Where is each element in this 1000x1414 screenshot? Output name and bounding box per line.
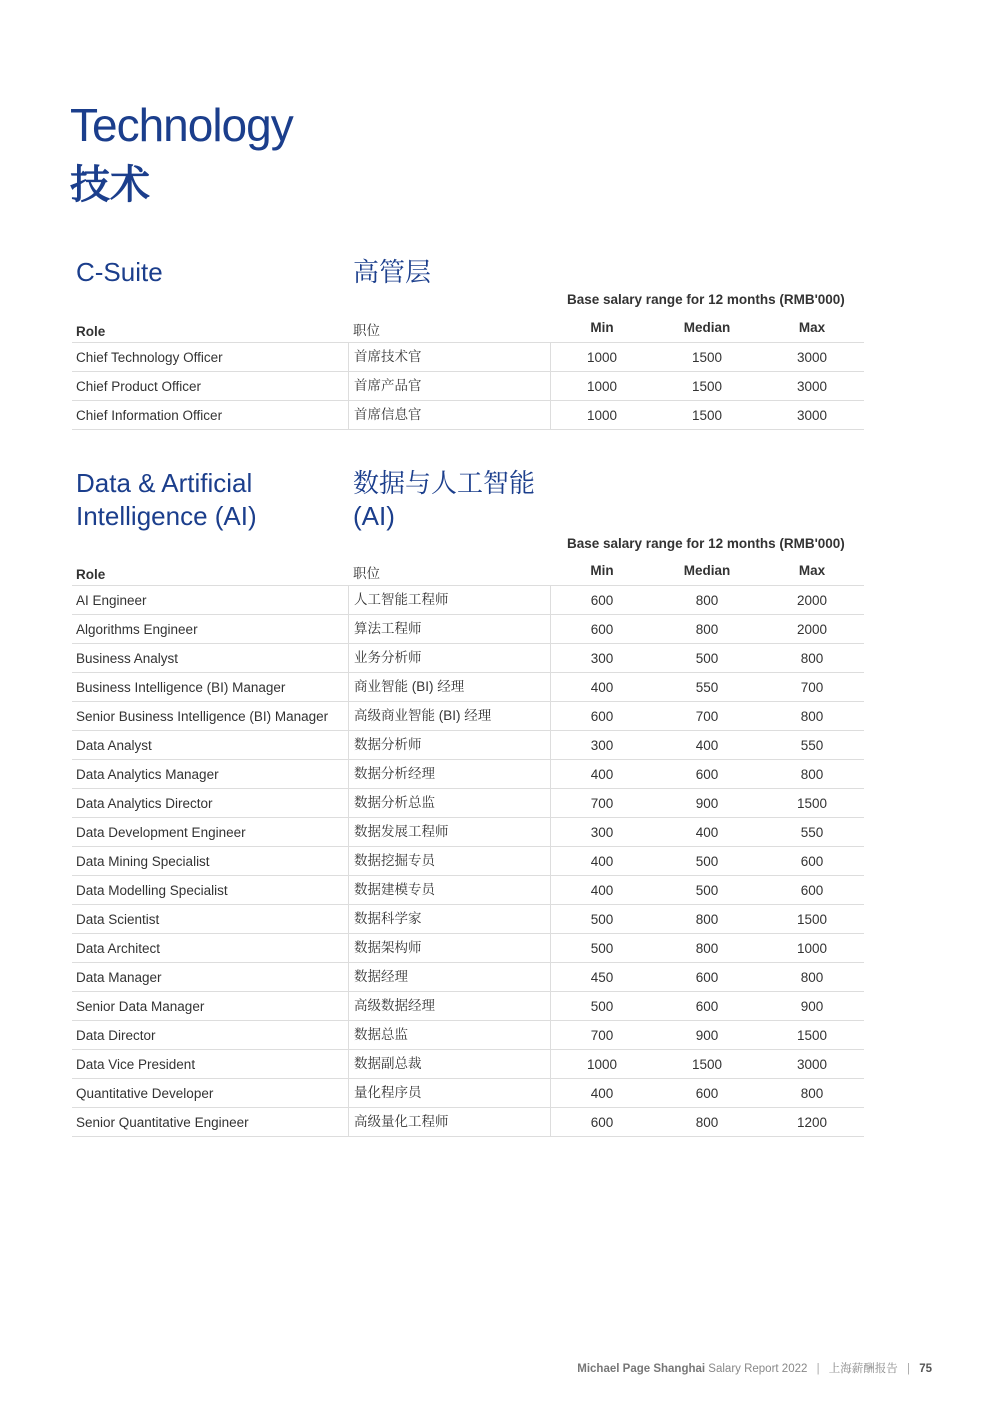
cell-min: 600: [590, 622, 614, 637]
cell-min: 400: [590, 767, 614, 782]
page-title-en: Technology: [70, 99, 293, 151]
page-number: 75: [919, 1363, 932, 1375]
cell-max: 2000: [796, 593, 828, 608]
header-role-zh: 职位: [353, 566, 380, 581]
footer-brand: Michael Page Shanghai: [577, 1363, 706, 1375]
cell-role-zh: 首席技术官: [348, 343, 422, 371]
csuite-table: [72, 313, 864, 430]
header-median: Median: [683, 320, 731, 335]
table-row: [72, 847, 864, 876]
cell-role-zh: 高级商业智能 (BI) 经理: [348, 702, 491, 730]
column-divider: [550, 963, 551, 991]
cell-median: 900: [695, 1028, 719, 1043]
cell-role-zh: 数据建模专员: [348, 876, 435, 904]
cell-max: 3000: [796, 1057, 828, 1072]
column-divider: [550, 818, 551, 846]
cell-median: 1500: [691, 1057, 723, 1072]
cell-role-zh: 数据分析经理: [348, 760, 435, 788]
column-divider: [550, 905, 551, 933]
footer: [577, 1360, 932, 1376]
column-divider: [550, 731, 551, 759]
data-ai-table: [72, 556, 864, 1137]
cell-max: 600: [800, 883, 824, 898]
cell-max: 1500: [796, 912, 828, 927]
cell-role: Data Development Engineer: [76, 825, 246, 840]
cell-role: Data Architect: [76, 941, 161, 956]
cell-role: Data Mining Specialist: [76, 854, 210, 869]
cell-median: 1500: [691, 350, 723, 365]
cell-median: 800: [695, 912, 719, 927]
cell-median: 600: [695, 1086, 719, 1101]
cell-max: 600: [800, 854, 824, 869]
cell-role: Chief Information Officer: [76, 408, 223, 423]
page-title-zh: 技术: [70, 163, 150, 207]
cell-role: Data Analytics Director: [76, 796, 213, 811]
cell-role: Data Scientist: [76, 912, 160, 927]
column-divider: [550, 615, 551, 643]
cell-max: 900: [800, 999, 824, 1014]
cell-max: 550: [800, 738, 824, 753]
column-divider: [550, 586, 551, 614]
header-role-zh: 职位: [353, 323, 380, 338]
cell-role: AI Engineer: [76, 593, 147, 608]
column-divider: [550, 1050, 551, 1078]
cell-min: 700: [590, 1028, 614, 1043]
data-ai-title-en: [76, 467, 257, 533]
table-row: [72, 372, 864, 401]
cell-max: 3000: [796, 350, 828, 365]
table-row: [72, 644, 864, 673]
cell-role-zh: 数据分析总监: [348, 789, 435, 817]
csuite-title-zh: 高管层: [353, 257, 432, 287]
table-row: [72, 343, 864, 372]
column-divider: [550, 673, 551, 701]
cell-median: 900: [695, 796, 719, 811]
cell-role: Business Intelligence (BI) Manager: [76, 680, 286, 695]
cell-median: 600: [695, 970, 719, 985]
cell-role-zh: 数据挖掘专员: [348, 847, 435, 875]
table-row: [72, 731, 864, 760]
cell-median: 800: [695, 1115, 719, 1130]
cell-max: 800: [800, 767, 824, 782]
cell-role: Chief Technology Officer: [76, 350, 223, 365]
cell-median: 400: [695, 738, 719, 753]
cell-role: Chief Product Officer: [76, 379, 202, 394]
cell-median: 500: [695, 651, 719, 666]
cell-role-zh: 业务分析师: [348, 644, 422, 672]
data-ai-title-en-line2: Intelligence (AI): [76, 501, 257, 531]
cell-role-zh: 数据经理: [348, 963, 408, 991]
cell-min: 300: [590, 825, 614, 840]
table-row: [72, 1050, 864, 1079]
column-divider: [550, 760, 551, 788]
column-divider: [550, 789, 551, 817]
column-divider: [550, 644, 551, 672]
cell-role-zh: 数据总监: [348, 1021, 408, 1049]
cell-median: 550: [695, 680, 719, 695]
cell-median: 500: [695, 854, 719, 869]
cell-median: 700: [695, 709, 719, 724]
cell-median: 800: [695, 941, 719, 956]
cell-role-zh: 量化程序员: [348, 1079, 422, 1107]
cell-max: 1200: [796, 1115, 828, 1130]
data-ai-title-en-line1: Data & Artificial: [76, 468, 253, 498]
footer-report-zh: 上海薪酬报告: [828, 1363, 898, 1375]
cell-max: 800: [800, 709, 824, 724]
table-row: [72, 905, 864, 934]
table-row: [72, 1021, 864, 1050]
table-row: [72, 586, 864, 615]
csuite-salary-caption: Base salary range for 12 months (RMB'000): [567, 292, 845, 307]
data-ai-title-zh: [353, 467, 535, 533]
cell-max: 3000: [796, 379, 828, 394]
cell-min: 500: [590, 999, 614, 1014]
cell-role-zh: 数据副总裁: [348, 1050, 422, 1078]
column-divider: [550, 847, 551, 875]
cell-role: Data Director: [76, 1028, 156, 1043]
cell-role: Data Vice President: [76, 1057, 196, 1072]
table-row: [72, 760, 864, 789]
column-divider: [550, 992, 551, 1020]
cell-max: 550: [800, 825, 824, 840]
cell-min: 1000: [586, 379, 618, 394]
cell-min: 1000: [586, 350, 618, 365]
cell-max: 1000: [796, 941, 828, 956]
cell-min: 300: [590, 738, 614, 753]
cell-min: 400: [590, 680, 614, 695]
cell-median: 600: [695, 999, 719, 1014]
column-divider: [550, 372, 551, 400]
cell-role: Data Analyst: [76, 738, 152, 753]
cell-role-zh: 数据发展工程师: [348, 818, 449, 846]
table-row: [72, 934, 864, 963]
cell-min: 600: [590, 1115, 614, 1130]
column-divider: [550, 934, 551, 962]
table-row: [72, 992, 864, 1021]
cell-min: 300: [590, 651, 614, 666]
footer-report: Salary Report 2022: [708, 1363, 808, 1375]
table-row: [72, 702, 864, 731]
table-row: [72, 1108, 864, 1137]
header-role: Role: [76, 324, 106, 339]
column-divider: [550, 343, 551, 371]
table-row: [72, 615, 864, 644]
cell-min: 400: [590, 1086, 614, 1101]
cell-role: Algorithms Engineer: [76, 622, 198, 637]
cell-median: 800: [695, 622, 719, 637]
cell-max: 700: [800, 680, 824, 695]
table-row: [72, 818, 864, 847]
column-divider: [550, 1108, 551, 1136]
cell-role-zh: 人工智能工程师: [348, 586, 449, 614]
table-row: [72, 1079, 864, 1108]
cell-min: 500: [590, 941, 614, 956]
header-min: Min: [590, 563, 614, 578]
csuite-title-en: C-Suite: [76, 257, 163, 287]
table-header: [72, 313, 864, 343]
cell-role-zh: 高级数据经理: [348, 992, 435, 1020]
data-ai-title-zh-line1: 数据与人工智能: [353, 468, 536, 498]
column-divider: [550, 401, 551, 429]
cell-min: 450: [590, 970, 614, 985]
header-role: Role: [76, 567, 106, 582]
footer-divider: |: [816, 1363, 820, 1375]
cell-max: 3000: [796, 408, 828, 423]
cell-role: Senior Quantitative Engineer: [76, 1115, 249, 1130]
column-divider: [550, 702, 551, 730]
data-ai-salary-caption: Base salary range for 12 months (RMB'000): [567, 536, 845, 551]
cell-role: Data Analytics Manager: [76, 767, 219, 782]
column-divider: [550, 876, 551, 904]
table-row: [72, 401, 864, 430]
cell-min: 1000: [586, 408, 618, 423]
cell-max: 800: [800, 970, 824, 985]
cell-median: 1500: [691, 379, 723, 394]
cell-role-zh: 首席信息官: [348, 401, 422, 429]
cell-min: 600: [590, 593, 614, 608]
cell-max: 1500: [796, 796, 828, 811]
cell-role: Data Modelling Specialist: [76, 883, 228, 898]
header-max: Max: [798, 563, 826, 578]
table-row: [72, 876, 864, 905]
cell-min: 400: [590, 854, 614, 869]
cell-median: 600: [695, 767, 719, 782]
cell-min: 1000: [586, 1057, 618, 1072]
cell-role: Data Manager: [76, 970, 162, 985]
cell-role-zh: 数据科学家: [348, 905, 422, 933]
cell-min: 700: [590, 796, 614, 811]
cell-role-zh: 商业智能 (BI) 经理: [348, 673, 464, 701]
header-max: Max: [798, 320, 826, 335]
table-row: [72, 963, 864, 992]
cell-role-zh: 首席产品官: [348, 372, 422, 400]
table-row: [72, 789, 864, 818]
cell-role-zh: 数据架构师: [348, 934, 422, 962]
cell-role-zh: 算法工程师: [348, 615, 422, 643]
cell-median: 800: [695, 593, 719, 608]
cell-role: Business Analyst: [76, 651, 179, 666]
cell-max: 2000: [796, 622, 828, 637]
cell-median: 500: [695, 883, 719, 898]
table-row: [72, 673, 864, 702]
column-divider: [550, 1079, 551, 1107]
cell-max: 800: [800, 1086, 824, 1101]
cell-role-zh: 数据分析师: [348, 731, 422, 759]
column-divider: [550, 1021, 551, 1049]
cell-median: 1500: [691, 408, 723, 423]
cell-role-zh: 高级量化工程师: [348, 1108, 449, 1136]
cell-role: Quantitative Developer: [76, 1086, 214, 1101]
cell-max: 800: [800, 651, 824, 666]
cell-min: 500: [590, 912, 614, 927]
cell-min: 600: [590, 709, 614, 724]
cell-median: 400: [695, 825, 719, 840]
header-min: Min: [590, 320, 614, 335]
cell-role: Senior Business Intelligence (BI) Manager: [76, 709, 329, 724]
cell-role: Senior Data Manager: [76, 999, 205, 1014]
table-header: [72, 556, 864, 586]
cell-max: 1500: [796, 1028, 828, 1043]
data-ai-title-zh-line2: (AI): [353, 501, 395, 531]
header-median: Median: [683, 563, 731, 578]
footer-divider: |: [907, 1363, 910, 1375]
cell-min: 400: [590, 883, 614, 898]
